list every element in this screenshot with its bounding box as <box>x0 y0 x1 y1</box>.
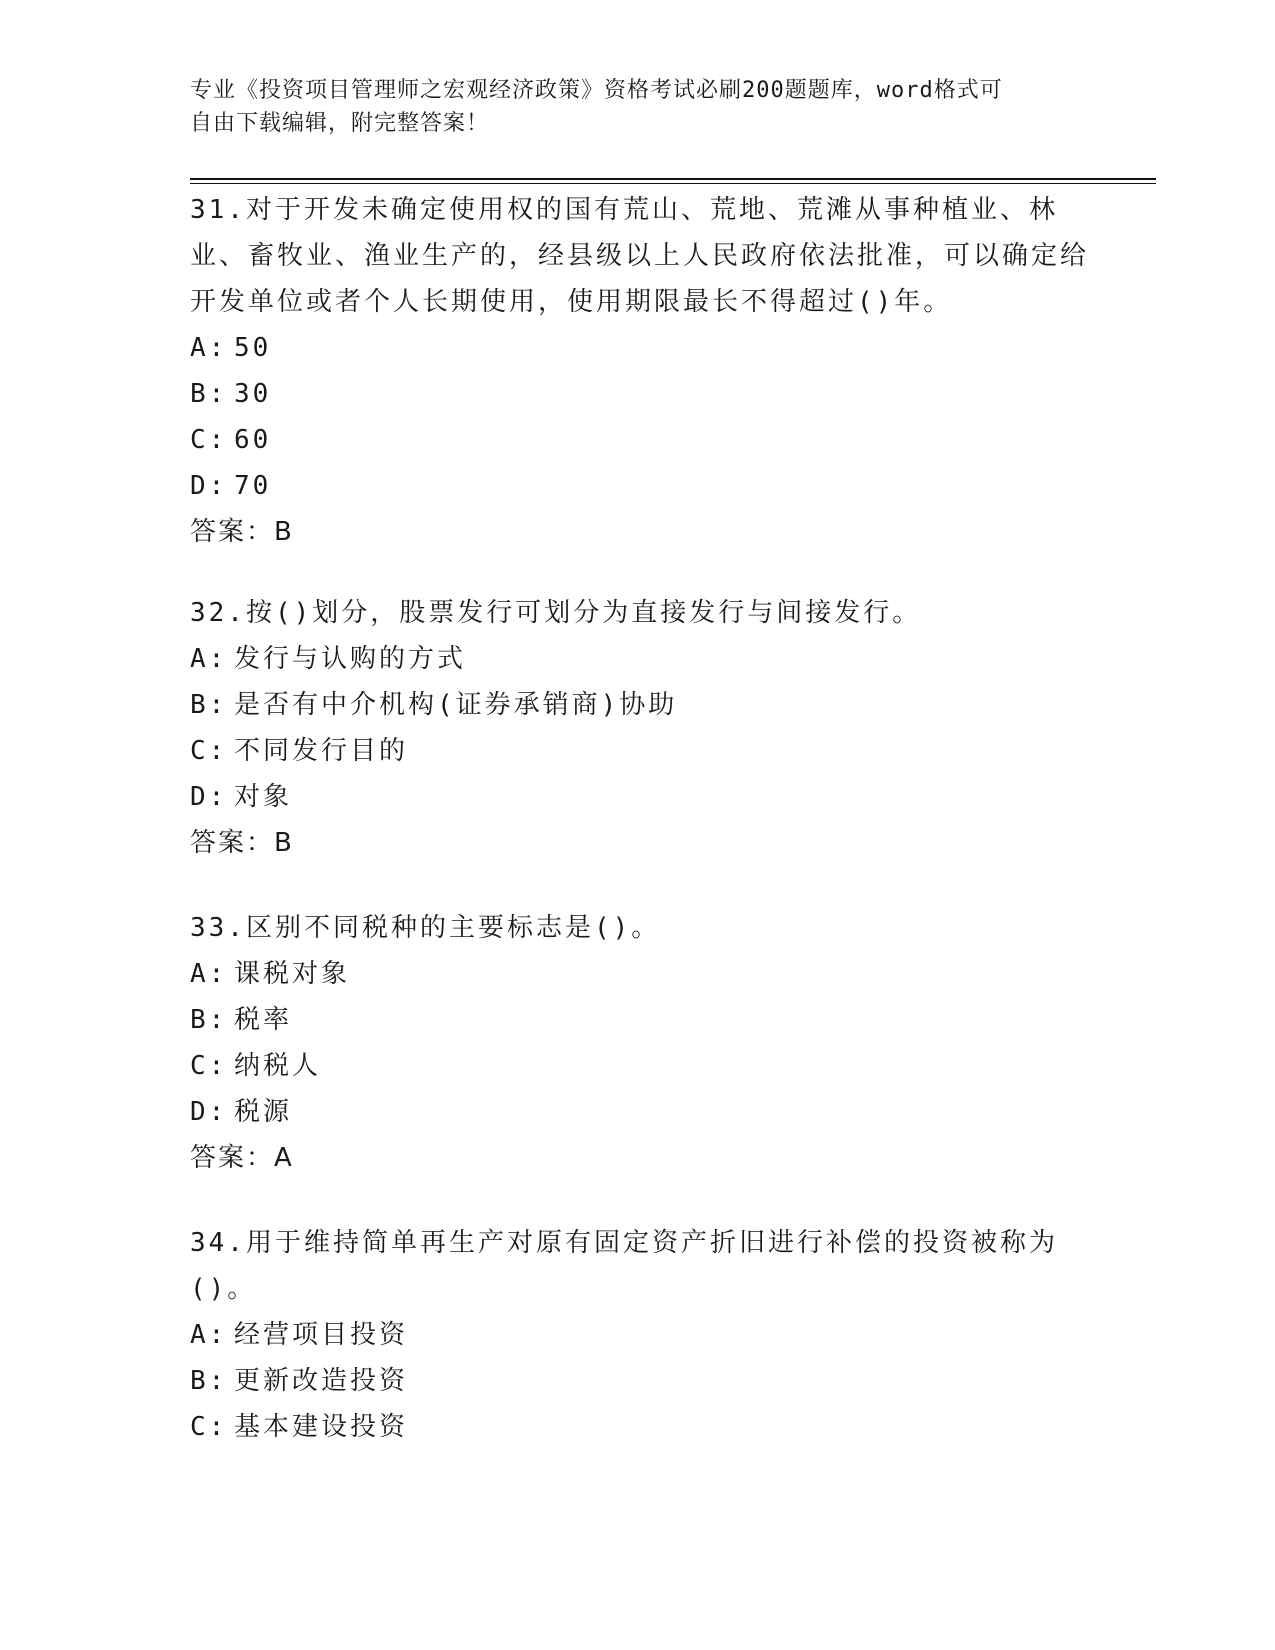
question-34 <box>190 1220 1090 1450</box>
question-stem: 34.用于维持简单再生产对原有固定资产折旧进行补偿的投资被称为()。 <box>190 1228 1058 1304</box>
header-line-2: 自由下载编辑，附完整答案！ <box>190 111 490 136</box>
option-d: D: 70 <box>190 471 272 501</box>
option-b: B: 是否有中介机构(证券承销商)协助 <box>190 690 678 720</box>
option-d: D: 对象 <box>190 782 293 812</box>
answer-label: 答案：B <box>190 828 294 858</box>
option-d: D: 税源 <box>190 1097 293 1127</box>
document-header <box>190 74 1090 140</box>
option-b: B: 税率 <box>190 1005 293 1035</box>
question-stem: 33.区别不同税种的主要标志是()。 <box>190 913 661 943</box>
option-c: C: 基本建设投资 <box>190 1412 409 1442</box>
option-a: A: 发行与认购的方式 <box>190 644 467 674</box>
answer-label: 答案：B <box>190 517 294 547</box>
option-b: B: 30 <box>190 379 272 409</box>
question-32 <box>190 590 1090 866</box>
option-a: A: 50 <box>190 333 272 363</box>
option-a: A: 课税对象 <box>190 959 351 989</box>
header-divider-thick <box>190 178 1156 180</box>
option-c: C: 不同发行目的 <box>190 736 409 766</box>
option-a: A: 经营项目投资 <box>190 1320 409 1350</box>
option-b: B: 更新改造投资 <box>190 1366 409 1396</box>
question-stem: 31.对于开发未确定使用权的国有荒山、荒地、荒滩从事种植业、林业、畜牧业、渔业生产的，经县级以上人民政府依法批准，可以确定给开发单位或者个人长期使用，使用期限最长不得超过()年。 <box>190 195 1090 317</box>
header-divider-thin <box>190 183 1156 184</box>
answer-label: 答案：A <box>190 1143 294 1173</box>
option-c: C: 纳税人 <box>190 1051 322 1081</box>
option-c: C: 60 <box>190 425 272 455</box>
question-31 <box>190 187 1090 555</box>
question-33 <box>190 905 1090 1181</box>
header-line-1: 专业《投资项目管理师之宏观经济政策》资格考试必刷200题题库，word格式可 <box>190 78 1003 103</box>
question-stem: 32.按()划分，股票发行可划分为直接发行与间接发行。 <box>190 598 922 628</box>
